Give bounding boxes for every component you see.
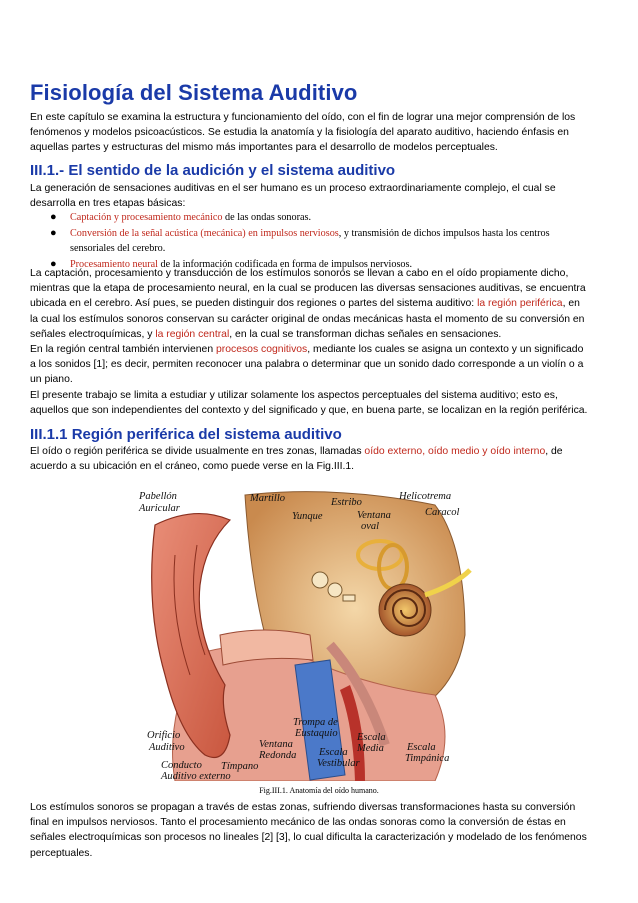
label-martillo: Martillo bbox=[250, 493, 286, 504]
section-2-body bbox=[30, 444, 590, 474]
text-span: , de acuerdo a su ubicación en el cráneo, como puede verse en la Fig.III.1. bbox=[30, 446, 563, 473]
label-yunque: Yunque bbox=[292, 511, 323, 522]
label-pabellon: Pabellón bbox=[139, 491, 177, 502]
label-escala-vestibular-2: Vestibular bbox=[317, 758, 360, 769]
closing-paragraph bbox=[30, 800, 590, 861]
list-item-text: de las ondas sonoras. bbox=[222, 212, 312, 223]
list-item-text: , y transmisión de dichos impulsos hasta los centros sensoriales del cerebro. bbox=[70, 227, 550, 254]
text-span: , mediante los cuales se asigna un contexto y un significado a los sonidos [1]; es decir, permiten reconocer una palabra o determinar que un sonido dado corresponde a un violín o a un piano. bbox=[30, 344, 584, 386]
label-ventana-redonda-2: Redonda bbox=[259, 750, 297, 761]
list-item bbox=[50, 210, 595, 226]
figure-caption: Fig.III.1. Anatomía del oído humano. bbox=[259, 786, 379, 795]
section-1-intro-text: La generación de sensaciones auditivas en el ser humano es un proceso extraordinariamente complejo, el cual se desarrolla en tres etapas básicas: bbox=[30, 183, 556, 210]
label-auricular: Auricular bbox=[139, 503, 180, 514]
link-region-periferica[interactable]: la región periférica bbox=[477, 298, 563, 310]
link-procesos-cognitivos[interactable]: procesos cognitivos bbox=[216, 344, 308, 356]
ossicle-malleus bbox=[312, 572, 328, 588]
label-auditivo: Auditivo bbox=[149, 742, 185, 753]
link-oido-zonas[interactable]: oído externo, oído medio y oído interno bbox=[364, 446, 546, 457]
label-caracol: Caracol bbox=[425, 507, 460, 518]
cochlea bbox=[379, 584, 431, 636]
stages-list bbox=[50, 210, 595, 272]
section-1-body bbox=[30, 266, 590, 418]
section-2-heading: III.1.1 Región periférica del sistema auditivo bbox=[30, 426, 342, 443]
text-span: , en la cual los estímulos sonoros conservan su carácter original de ondas mecánicas hasta el momento de su conversión en señales electroquímicas, y bbox=[30, 298, 585, 340]
paragraph-scope: El presente trabajo se limita a estudiar y utilizar solamente los aspectos perceptuales del sistema auditivo; esto es, aquellos que son independientes del contexto y del significado y que, en buena parte, se localizan en la región periférica. bbox=[30, 389, 588, 416]
bullet-icon: ● bbox=[50, 257, 57, 270]
bullet-icon: ● bbox=[50, 226, 57, 239]
label-conducto: Conducto bbox=[161, 760, 202, 771]
label-ventana: Ventana bbox=[357, 510, 391, 521]
label-timpano: Tímpano bbox=[221, 761, 259, 772]
section-1-intro bbox=[30, 181, 590, 211]
ossicle-stapes bbox=[343, 595, 355, 601]
list-item bbox=[50, 226, 595, 257]
ossicle-incus bbox=[328, 583, 342, 597]
text-span: La captación, procesamiento y transducción de los estímulos sonoros se llevan a cabo en el oído propiamente dicho, mientras que la etapa de procesamiento neural, en la cual se producen las diversas sensaciones auditivas, se encuentra ubicada en el cerebro. Así pues, se pueden distinguir dos regiones o partes del sistema auditivo: bbox=[30, 268, 586, 310]
ear-anatomy-figure bbox=[135, 485, 475, 781]
label-orificio: Orificio bbox=[147, 730, 181, 741]
label-estribo: Estribo bbox=[331, 497, 362, 508]
label-trompa: Trompa de bbox=[293, 717, 338, 728]
text-span: En la región central también intervienen bbox=[30, 344, 216, 356]
list-item-text: de la información codificada en forma de impulsos nerviosos. bbox=[157, 258, 413, 270]
intro-text: En este capítulo se examina la estructura y funcionamiento del oído, con el fin de lograr una mejor comprensión de los fenómenos y modelos psicoacústicos. Se estudia la anatomía y la fisiología del aparato auditivo, haciendo énfasis en aquellas partes y estructuras del mismo más importantes para el desarrollo de modelos perceptuales. bbox=[30, 112, 576, 154]
link-captacion[interactable]: Captación y procesamiento mecánico bbox=[70, 212, 223, 223]
bullet-icon: ● bbox=[50, 211, 57, 223]
link-region-central[interactable]: la región central bbox=[155, 328, 230, 340]
label-oval: oval bbox=[361, 521, 380, 532]
label-escala-media-2: Media bbox=[357, 743, 384, 754]
paragraph-cognitive bbox=[30, 342, 590, 388]
closing-text: Los estímulos sonoros se propagan a través de estas zonas, sufriendo diversas transformaciones hasta su conversión final en impulsos nerviosos. Tanto el procesamiento mecánico de las ondas sonoras como la conversión de éstas en señales electroquímicas son procesos no lineales [2] [3], lo cual dificulta la caracterización y modelado de los fenómenos perceptuales. bbox=[30, 802, 587, 859]
label-escala-media-1: Escala bbox=[357, 732, 386, 743]
label-ventana-redonda-1: Ventana bbox=[259, 739, 293, 750]
paragraph-regions bbox=[30, 266, 590, 342]
label-escala-timpanica-2: Timpánica bbox=[405, 753, 450, 764]
label-eustaquio: Eustaquio bbox=[295, 728, 338, 739]
section-1-heading: III.1.- El sentido de la audición y el sistema auditivo bbox=[30, 162, 396, 179]
link-conversion[interactable]: Conversión de la señal acústica (mecánica) en impulsos nerviosos bbox=[70, 227, 339, 239]
page-title: Fisiología del Sistema Auditivo bbox=[30, 80, 358, 105]
pinna-shape bbox=[152, 514, 230, 758]
label-escala-timpanica-1: Escala bbox=[407, 742, 436, 753]
text-span: El oído o región periférica se divide usualmente en tres zonas, llamadas bbox=[30, 446, 365, 457]
label-helicotrema: Helicotrema bbox=[399, 491, 452, 502]
label-auditivo-externo: Auditivo externo bbox=[161, 771, 231, 781]
text-span: , en la cual se transforman dichas señales en sensaciones. bbox=[229, 328, 502, 340]
paragraph-zones bbox=[30, 444, 590, 474]
intro-paragraph bbox=[30, 110, 590, 156]
label-escala-vestibular-1: Escala bbox=[319, 747, 348, 758]
link-procesamiento-neural[interactable]: Procesamiento neural bbox=[70, 258, 158, 270]
